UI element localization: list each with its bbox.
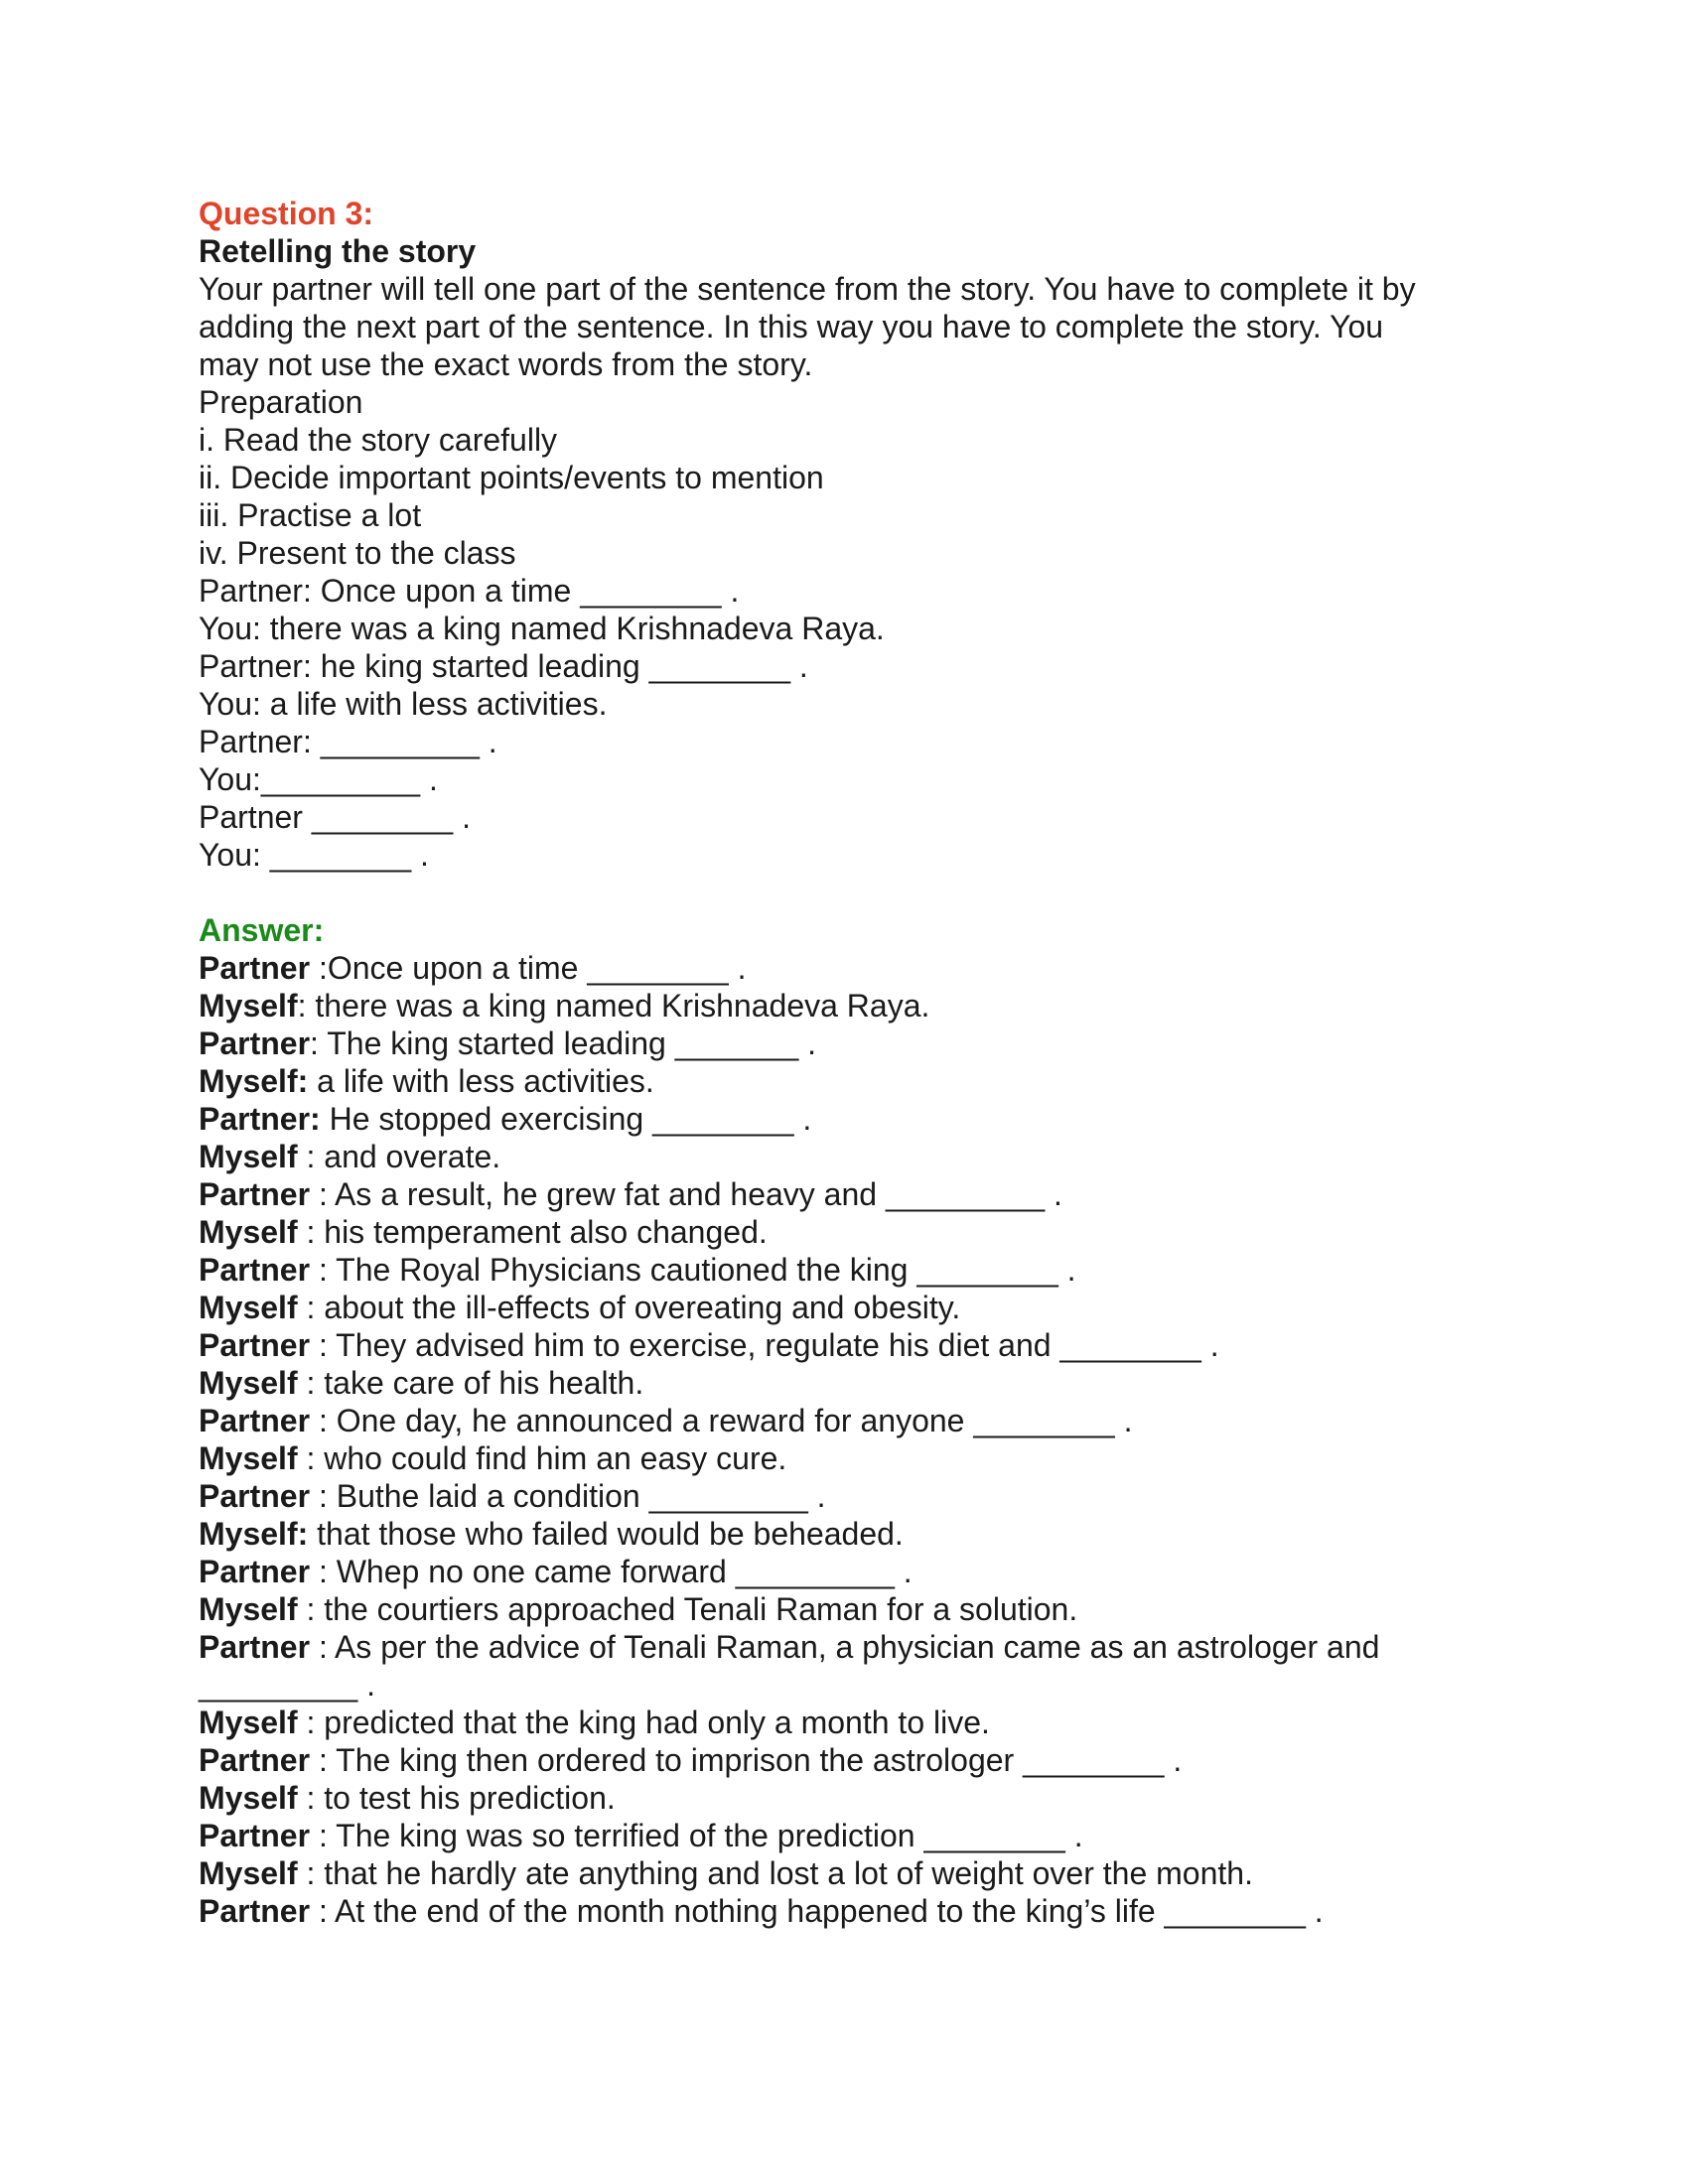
answer-line bbox=[199, 1515, 1489, 1553]
answer-text: : there was a king named Krishnadeva Raya. bbox=[297, 988, 930, 1024]
answer-line bbox=[199, 1100, 1489, 1138]
answer-text: : that he hardly ate anything and lost a lot of weight over the month. bbox=[297, 1855, 1253, 1891]
answer-text: : They advised him to exercise, regulate his diet and ________ . bbox=[310, 1327, 1219, 1363]
speaker-label: Partner bbox=[199, 1025, 311, 1061]
answer-line bbox=[199, 1704, 1489, 1741]
preparation-heading: Preparation bbox=[199, 384, 363, 420]
speaker-label: Myself bbox=[199, 988, 298, 1024]
speaker-label: Myself bbox=[199, 1855, 298, 1891]
step-item: i. Read the story carefully bbox=[199, 422, 558, 458]
intro-paragraph bbox=[199, 270, 1489, 383]
speaker-label: Myself bbox=[199, 1214, 298, 1250]
speaker-label: Partner bbox=[199, 1327, 311, 1363]
answer-line bbox=[199, 1175, 1489, 1213]
dialogue-line: You: a life with less activities. bbox=[199, 686, 608, 722]
question-title: Question 3: bbox=[199, 196, 374, 231]
answer-line bbox=[199, 1326, 1489, 1364]
answer-text: : As per the advice of Tenali Raman, a physician came as an astrologer and bbox=[310, 1629, 1380, 1665]
speaker-label: Myself bbox=[199, 1591, 298, 1627]
answer-text: : Buthe laid a condition _________ . bbox=[310, 1478, 826, 1514]
answer-text: that those who failed would be beheaded. bbox=[308, 1516, 904, 1552]
answer-text: : his temperament also changed. bbox=[297, 1214, 768, 1250]
question-subtitle: Retelling the story bbox=[199, 233, 477, 269]
answer-text: : about the ill-effects of overeating and obesity. bbox=[297, 1290, 961, 1325]
speaker-label: Partner bbox=[199, 1742, 311, 1778]
answer-text: : The king started leading _______ . bbox=[310, 1025, 817, 1061]
dialogue-line: You:_________ . bbox=[199, 761, 438, 797]
answer-line bbox=[199, 1062, 1489, 1100]
document-page bbox=[199, 195, 1489, 1930]
answer-text: : predicted that the king had only a month to live. bbox=[297, 1705, 990, 1740]
answer-line bbox=[199, 1138, 1489, 1175]
dialogue-line: Partner: Once upon a time ________ . bbox=[199, 573, 740, 609]
answer-line bbox=[199, 1628, 1489, 1666]
speaker-label: Myself bbox=[199, 1290, 298, 1325]
step-item: iv. Present to the class bbox=[199, 535, 516, 571]
answer-line bbox=[199, 1289, 1489, 1326]
answer-line bbox=[199, 1666, 1489, 1704]
answer-text: : As a result, he grew fat and heavy and _________ . bbox=[310, 1176, 1062, 1212]
answer-text: : and overate. bbox=[297, 1139, 501, 1174]
speaker-label: Myself bbox=[199, 1139, 298, 1174]
answer-dialogue bbox=[199, 949, 1489, 1930]
speaker-label: Partner: bbox=[199, 1101, 321, 1137]
speaker-label: Myself bbox=[199, 1705, 298, 1740]
intro-line: may not use the exact words from the story. bbox=[199, 346, 813, 382]
speaker-label: Partner bbox=[199, 1478, 311, 1514]
dialogue-line: Partner: _________ . bbox=[199, 724, 497, 759]
speaker-label: Partner bbox=[199, 1403, 311, 1438]
answer-line bbox=[199, 1892, 1489, 1930]
answer-line bbox=[199, 987, 1489, 1024]
answer-text: He stopped exercising ________ . bbox=[320, 1101, 812, 1137]
speaker-label: Myself: bbox=[199, 1063, 309, 1099]
speaker-label: Partner bbox=[199, 1176, 311, 1212]
answer-line bbox=[199, 1590, 1489, 1628]
answer-line bbox=[199, 1364, 1489, 1402]
answer-text: : the courtiers approached Tenali Raman for a solution. bbox=[297, 1591, 1078, 1627]
dialogue-line: You: ________ . bbox=[199, 837, 429, 873]
speaker-label: Myself bbox=[199, 1440, 298, 1476]
answer-line bbox=[199, 949, 1489, 987]
answer-line bbox=[199, 1439, 1489, 1477]
answer-text: :Once upon a time ________ . bbox=[310, 950, 747, 986]
question-dialogue bbox=[199, 572, 1489, 874]
answer-text: a life with less activities. bbox=[308, 1063, 654, 1099]
answer-text: : One day, he announced a reward for anyone ________ . bbox=[310, 1403, 1133, 1438]
answer-text: : The king then ordered to imprison the astrologer ________ . bbox=[310, 1742, 1183, 1778]
answer-text: : The king was so terrified of the prediction ________ . bbox=[310, 1818, 1083, 1853]
step-item: ii. Decide important points/events to mention bbox=[199, 460, 824, 495]
dialogue-line: Partner: he king started leading ________ . bbox=[199, 648, 808, 684]
speaker-label: Partner bbox=[199, 950, 311, 986]
speaker-label: Myself: bbox=[199, 1516, 309, 1552]
answer-line bbox=[199, 1251, 1489, 1289]
speaker-label: Partner bbox=[199, 1252, 311, 1288]
answer-line bbox=[199, 1402, 1489, 1439]
answer-text: : who could find him an easy cure. bbox=[297, 1440, 787, 1476]
preparation-steps bbox=[199, 421, 1489, 572]
answer-line bbox=[199, 1854, 1489, 1892]
answer-line bbox=[199, 1024, 1489, 1062]
answer-text: : The Royal Physicians cautioned the king ________ . bbox=[310, 1252, 1076, 1288]
intro-line: adding the next part of the sentence. In this way you have to complete the story. You bbox=[199, 309, 1384, 344]
answer-line bbox=[199, 1817, 1489, 1854]
dialogue-line: You: there was a king named Krishnadeva Raya. bbox=[199, 611, 885, 646]
answer-text: : to test his prediction. bbox=[297, 1780, 616, 1816]
intro-line: Your partner will tell one part of the sentence from the story. You have to complete it by bbox=[199, 271, 1416, 307]
speaker-label: Partner bbox=[199, 1554, 311, 1589]
step-item: iii. Practise a lot bbox=[199, 497, 422, 533]
answer-text: : take care of his health. bbox=[297, 1365, 644, 1401]
answer-line bbox=[199, 1553, 1489, 1590]
answer-text: : Whep no one came forward _________ . bbox=[310, 1554, 913, 1589]
speaker-label: Partner bbox=[199, 1893, 311, 1929]
answer-line bbox=[199, 1213, 1489, 1251]
answer-line bbox=[199, 1477, 1489, 1515]
answer-title: Answer: bbox=[199, 912, 325, 948]
speaker-label: Myself bbox=[199, 1780, 298, 1816]
answer-line bbox=[199, 1779, 1489, 1817]
speaker-label: Myself bbox=[199, 1365, 298, 1401]
answer-text: : At the end of the month nothing happened to the king’s life ________ . bbox=[310, 1893, 1324, 1929]
speaker-label: Partner bbox=[199, 1629, 311, 1665]
answer-text: _________ . bbox=[199, 1667, 375, 1703]
answer-line bbox=[199, 1741, 1489, 1779]
dialogue-line: Partner ________ . bbox=[199, 799, 471, 835]
speaker-label: Partner bbox=[199, 1818, 311, 1853]
